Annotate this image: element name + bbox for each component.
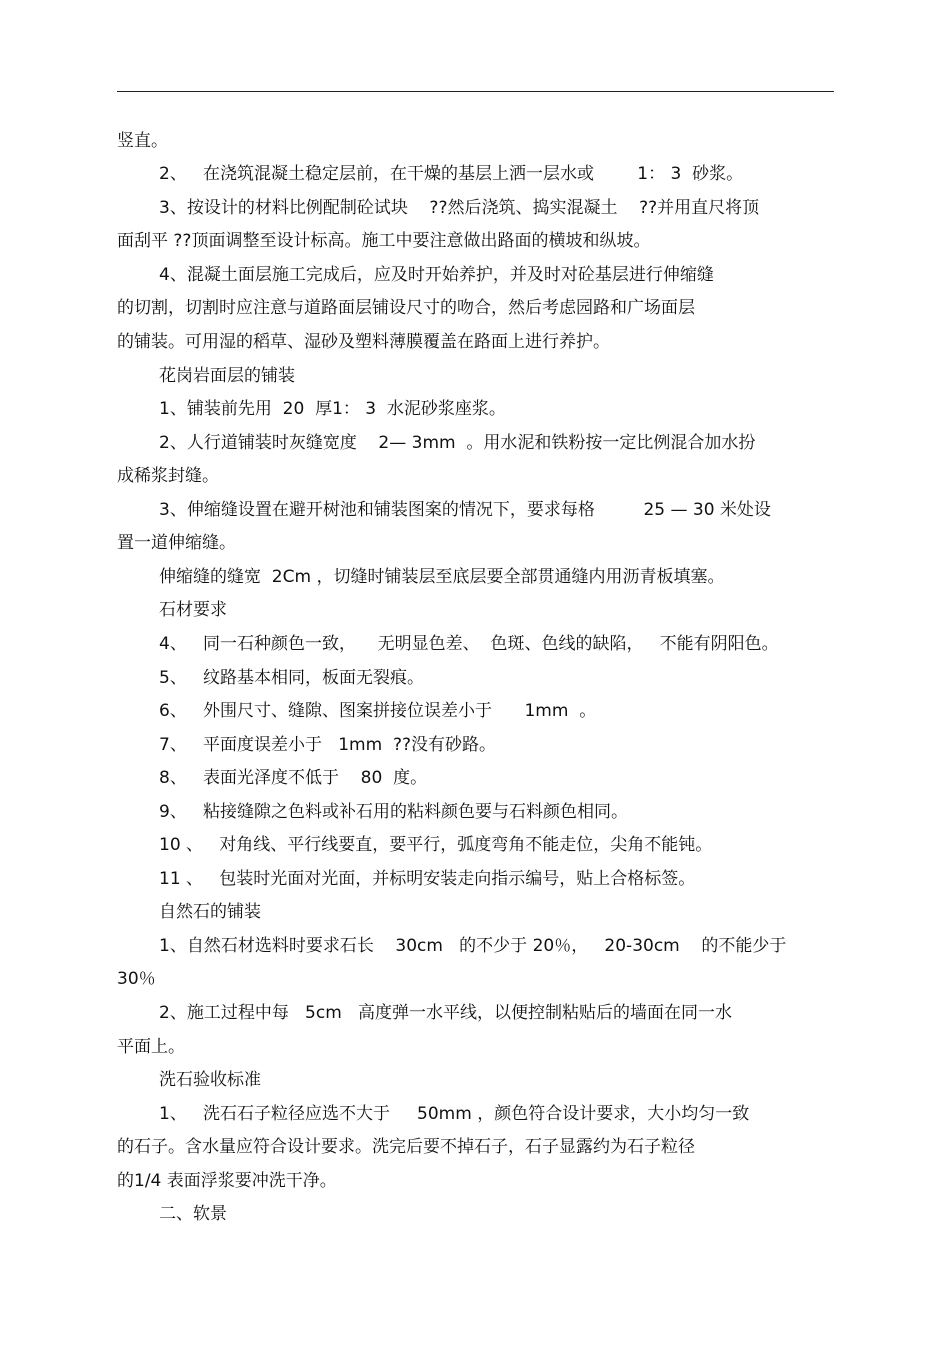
paragraph-line: 面刮平 ??顶面调整至设计标高。施工中要注意做出路面的横坡和纵坡。 xyxy=(117,231,651,251)
list-item: 11 、 包装时光面对光面，并标明安装走向指示编号，贴上合格标签。 xyxy=(159,869,696,889)
paragraph-line: 平面上。 xyxy=(117,1037,185,1057)
list-item: 6、 外围尺寸、缝隙、图案拼接位误差小于 1mm 。 xyxy=(159,701,597,721)
list-item: 4、 同一石种颜色一致， 无明显色差、 色斑、色线的缺陷， 不能有阴阳色。 xyxy=(159,634,779,654)
list-item: 7、 平面度误差小于 1mm ??没有砂路。 xyxy=(159,735,497,755)
paragraph-line: 2、施工过程中每 5cm 高度弹一水平线，以便控制粘贴后的墙面在同一水 xyxy=(159,1003,732,1023)
list-item: 8、 表面光泽度不低于 80 度。 xyxy=(159,768,428,788)
paragraph-line: 3、伸缩缝设置在避开树池和铺装图案的情况下，要求每格 25 — 30 米处设 xyxy=(159,500,771,520)
paragraph-line: 的1/4 表面浮浆要冲洗干净。 xyxy=(117,1171,337,1191)
paragraph-line: 1、 洗石石子粒径应选不大于 50mm ，颜色符合设计要求，大小均匀一致 xyxy=(159,1104,750,1124)
paragraph-line: 4、混凝土面层施工完成后，应及时开始养护，并及时对砼基层进行伸缩缝 xyxy=(159,265,714,285)
paragraph-line: 30％ xyxy=(117,969,156,989)
paragraph-line: 伸缩缝的缝宽 2Cm ，切缝时铺装层至底层要全部贯通缝内用沥青板填塞。 xyxy=(159,567,725,587)
section-heading: 洗石验收标准 xyxy=(159,1070,261,1090)
paragraph-line: 的石子。含水量应符合设计要求。洗完后要不掉石子，石子显露约为石子粒径 xyxy=(117,1137,695,1157)
paragraph-line: 2、 在浇筑混凝土稳定层前，在干燥的基层上洒一层水或 1： 3 砂浆。 xyxy=(159,164,744,184)
paragraph-line: 1、铺装前先用 20 厚1： 3 水泥砂浆座浆。 xyxy=(159,399,506,419)
section-heading: 二、软景 xyxy=(159,1204,227,1224)
header-rule xyxy=(117,91,834,92)
list-item: 10 、 对角线、平行线要直，要平行，弧度弯角不能走位，尖角不能钝。 xyxy=(159,835,713,855)
section-heading: 自然石的铺装 xyxy=(159,902,261,922)
list-item: 5、 纹路基本相同，板面无裂痕。 xyxy=(159,668,425,688)
section-heading: 石材要求 xyxy=(159,600,227,620)
paragraph-line: 2、人行道铺装时灰缝宽度 2— 3mm 。用水泥和铁粉按一定比例混合加水扮 xyxy=(159,433,756,453)
paragraph-line: 的铺装。可用湿的稻草、湿砂及塑料薄膜覆盖在路面上进行养护。 xyxy=(117,332,610,352)
paragraph-line: 3、按设计的材料比例配制砼试块 ??然后浇筑、捣实混凝土 ??并用直尺将顶 xyxy=(159,198,760,218)
paragraph-line: 的切割，切割时应注意与道路面层铺设尺寸的吻合，然后考虑园路和广场面层 xyxy=(117,298,695,318)
list-item: 9、 粘接缝隙之色料或补石用的粘料颜色要与石料颜色相同。 xyxy=(159,802,629,822)
section-heading: 花岗岩面层的铺装 xyxy=(159,366,295,386)
paragraph-line: 成稀浆封缝。 xyxy=(117,466,219,486)
paragraph-line: 竖直。 xyxy=(117,131,168,151)
paragraph-line: 置一道伸缩缝。 xyxy=(117,533,236,553)
paragraph-line: 1、自然石材选料时要求石长 30cm 的不少于 20％， 20-30cm 的不能少于 xyxy=(159,936,787,956)
